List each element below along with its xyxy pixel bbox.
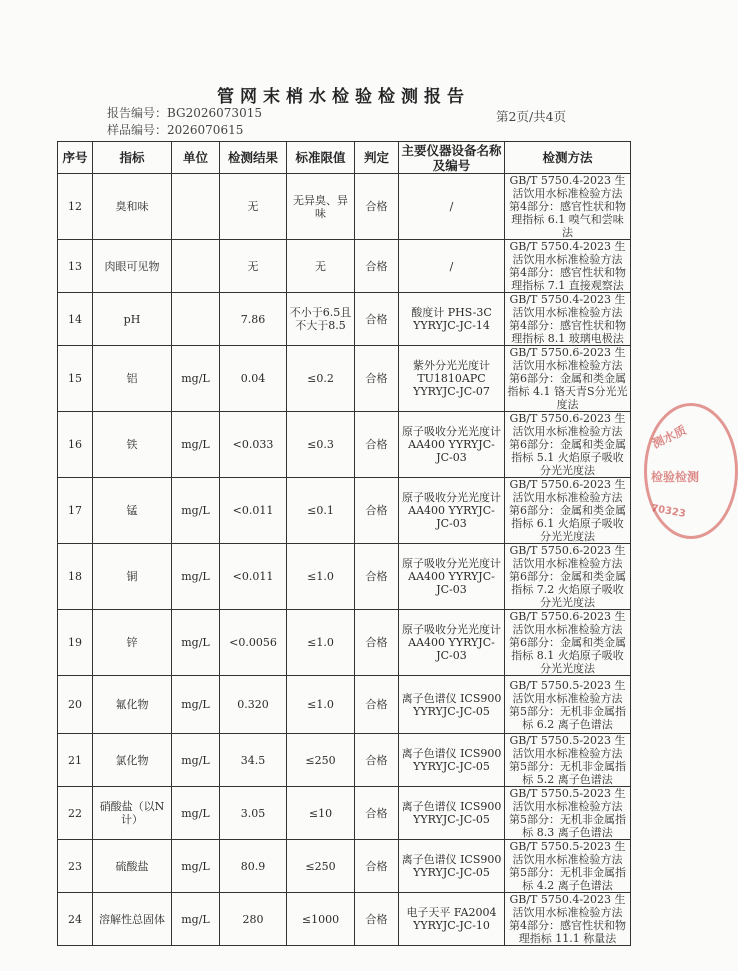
inspection-seal (644, 403, 738, 539)
seal-text-middle: 检验检测 (651, 470, 700, 484)
seal-text-bottom: 70323 (650, 503, 687, 520)
cell-judgment: 合格 (355, 840, 399, 893)
header-instrument: 主要仪器设备名称及编号 (399, 142, 505, 174)
cell-judgment: 合格 (355, 734, 399, 787)
cell-unit (172, 293, 220, 346)
cell-indicator: pH (93, 293, 172, 346)
cell-method: GB/T 5750.6-2023 生活饮用水标准检验方法 第6部分：金属和类金属指标 7.2 火焰原子吸收分光光度法 (505, 544, 631, 610)
cell-unit (172, 240, 220, 293)
cell-method: GB/T 5750.5-2023 生活饮用水标准检验方法 第5部分：无机非金属指标 5.2 离子色谱法 (505, 734, 631, 787)
cell-seq: 15 (58, 346, 93, 412)
cell-result: 280 (220, 893, 287, 946)
cell-instrument: 原子吸收分光光度计 AA400 YYRYJC-JC-03 (399, 610, 505, 676)
cell-instrument: 电子天平 FA2004 YYRYJC-JC-10 (399, 893, 505, 946)
table-row (58, 840, 631, 893)
cell-judgment: 合格 (355, 893, 399, 946)
report-title: 管网末梢水检验检测报告 (217, 87, 470, 107)
cell-result: 34.5 (220, 734, 287, 787)
header-judgment: 判定 (355, 142, 399, 174)
cell-seq: 19 (58, 610, 93, 676)
cell-method: GB/T 5750.6-2023 生活饮用水标准检验方法 第6部分：金属和类金属指标 5.1 火焰原子吸收分光光度法 (505, 412, 631, 478)
cell-indicator: 锌 (93, 610, 172, 676)
cell-judgment: 合格 (355, 544, 399, 610)
cell-limit: ≤1.0 (287, 610, 355, 676)
cell-indicator: 硝酸盐（以N计） (93, 787, 172, 840)
cell-indicator: 锰 (93, 478, 172, 544)
table-row (58, 676, 631, 734)
cell-unit: mg/L (172, 676, 220, 734)
cell-result: 3.05 (220, 787, 287, 840)
cell-judgment: 合格 (355, 293, 399, 346)
cell-instrument: 紫外分光光度计 TU1810APC YYRYJC-JC-07 (399, 346, 505, 412)
cell-seq: 18 (58, 544, 93, 610)
cell-instrument: 原子吸收分光光度计 AA400 YYRYJC-JC-03 (399, 544, 505, 610)
cell-method: GB/T 5750.6-2023 生活饮用水标准检验方法 第6部分：金属和类金属指标 6.1 火焰原子吸收分光光度法 (505, 478, 631, 544)
seal-text-top: 测水质 (649, 422, 689, 451)
cell-limit: ≤0.2 (287, 346, 355, 412)
header-seq: 序号 (58, 142, 93, 174)
cell-seq: 21 (58, 734, 93, 787)
cell-judgment: 合格 (355, 478, 399, 544)
cell-instrument: 酸度计 PHS-3C YYRYJC-JC-14 (399, 293, 505, 346)
cell-result: 7.86 (220, 293, 287, 346)
cell-judgment: 合格 (355, 676, 399, 734)
cell-seq: 12 (58, 174, 93, 240)
cell-unit: mg/L (172, 610, 220, 676)
cell-limit: ≤1000 (287, 893, 355, 946)
table-row (58, 346, 631, 412)
cell-unit: mg/L (172, 346, 220, 412)
cell-judgment: 合格 (355, 240, 399, 293)
cell-indicator: 肉眼可见物 (93, 240, 172, 293)
cell-result: 0.320 (220, 676, 287, 734)
table-row (58, 610, 631, 676)
cell-indicator: 氯化物 (93, 734, 172, 787)
cell-unit: mg/L (172, 734, 220, 787)
cell-judgment: 合格 (355, 412, 399, 478)
cell-result: 无 (220, 174, 287, 240)
header-method: 检测方法 (505, 142, 631, 174)
cell-instrument: 离子色谱仪 ICS900 YYRYJC-JC-05 (399, 787, 505, 840)
cell-result: <0.011 (220, 478, 287, 544)
cell-seq: 13 (58, 240, 93, 293)
sample-number: 样品编号：2026070615 (107, 123, 244, 137)
cell-result: 无 (220, 240, 287, 293)
cell-method: GB/T 5750.4-2023 生活饮用水标准检验方法 第4部分：感官性状和物理指标 11.1 称量法 (505, 893, 631, 946)
cell-indicator: 硫酸盐 (93, 840, 172, 893)
cell-instrument: 离子色谱仪 ICS900 YYRYJC-JC-05 (399, 840, 505, 893)
cell-method: GB/T 5750.5-2023 生活饮用水标准检验方法 第5部分：无机非金属指标 8.3 离子色谱法 (505, 787, 631, 840)
cell-indicator: 溶解性总固体 (93, 893, 172, 946)
cell-indicator: 铁 (93, 412, 172, 478)
cell-judgment: 合格 (355, 787, 399, 840)
page-info: 第2页/共4页 (496, 109, 567, 124)
results-table (57, 141, 631, 946)
cell-result: <0.0056 (220, 610, 287, 676)
cell-limit: ≤250 (287, 734, 355, 787)
cell-result: 80.9 (220, 840, 287, 893)
cell-method: GB/T 5750.4-2023 生活饮用水标准检验方法 第4部分：感官性状和物理指标 6.1 嗅气和尝味法 (505, 174, 631, 240)
table-row (58, 412, 631, 478)
cell-indicator: 铝 (93, 346, 172, 412)
cell-result: <0.011 (220, 544, 287, 610)
cell-result: <0.033 (220, 412, 287, 478)
cell-seq: 14 (58, 293, 93, 346)
cell-method: GB/T 5750.5-2023 生活饮用水标准检验方法 第5部分：无机非金属指标 6.2 离子色谱法 (505, 676, 631, 734)
cell-unit: mg/L (172, 412, 220, 478)
table-row (58, 544, 631, 610)
header-unit: 单位 (172, 142, 220, 174)
cell-judgment: 合格 (355, 610, 399, 676)
cell-method: GB/T 5750.5-2023 生活饮用水标准检验方法 第5部分：无机非金属指标 4.2 离子色谱法 (505, 840, 631, 893)
cell-unit: mg/L (172, 478, 220, 544)
cell-judgment: 合格 (355, 174, 399, 240)
cell-instrument: / (399, 174, 505, 240)
cell-limit: 无异臭、异味 (287, 174, 355, 240)
cell-method: GB/T 5750.6-2023 生活饮用水标准检验方法 第6部分：金属和类金属指标 8.1 火焰原子吸收分光光度法 (505, 610, 631, 676)
cell-result: 0.04 (220, 346, 287, 412)
cell-limit: 无 (287, 240, 355, 293)
cell-judgment: 合格 (355, 346, 399, 412)
cell-instrument: 原子吸收分光光度计 AA400 YYRYJC-JC-03 (399, 412, 505, 478)
cell-seq: 20 (58, 676, 93, 734)
cell-seq: 23 (58, 840, 93, 893)
cell-limit: ≤0.3 (287, 412, 355, 478)
cell-seq: 16 (58, 412, 93, 478)
cell-indicator: 氟化物 (93, 676, 172, 734)
cell-unit: mg/L (172, 840, 220, 893)
cell-instrument: / (399, 240, 505, 293)
header-result: 检测结果 (220, 142, 287, 174)
header-limit: 标准限值 (287, 142, 355, 174)
table-header-row (58, 142, 631, 174)
table-row (58, 240, 631, 293)
cell-seq: 24 (58, 893, 93, 946)
cell-seq: 22 (58, 787, 93, 840)
cell-instrument: 离子色谱仪 ICS900 YYRYJC-JC-05 (399, 734, 505, 787)
cell-method: GB/T 5750.4-2023 生活饮用水标准检验方法 第4部分：感官性状和物理指标 8.1 玻璃电极法 (505, 293, 631, 346)
cell-seq: 17 (58, 478, 93, 544)
cell-instrument: 离子色谱仪 ICS900 YYRYJC-JC-05 (399, 676, 505, 734)
cell-unit: mg/L (172, 544, 220, 610)
table-row (58, 174, 631, 240)
cell-method: GB/T 5750.6-2023 生活饮用水标准检验方法 第6部分：金属和类金属指标 4.1 铬天青S分光光度法 (505, 346, 631, 412)
cell-method: GB/T 5750.4-2023 生活饮用水标准检验方法 第4部分：感官性状和物理指标 7.1 直接观察法 (505, 240, 631, 293)
cell-indicator: 铜 (93, 544, 172, 610)
cell-unit (172, 174, 220, 240)
table-row (58, 787, 631, 840)
cell-limit: ≤1.0 (287, 676, 355, 734)
cell-limit: 不小于6.5且不大于8.5 (287, 293, 355, 346)
cell-limit: ≤0.1 (287, 478, 355, 544)
cell-unit: mg/L (172, 893, 220, 946)
cell-indicator: 臭和味 (93, 174, 172, 240)
table-row (58, 293, 631, 346)
table-row (58, 734, 631, 787)
table-row (58, 478, 631, 544)
cell-limit: ≤1.0 (287, 544, 355, 610)
header-indicator: 指标 (93, 142, 172, 174)
cell-limit: ≤250 (287, 840, 355, 893)
cell-unit: mg/L (172, 787, 220, 840)
cell-instrument: 原子吸收分光光度计 AA400 YYRYJC-JC-03 (399, 478, 505, 544)
cell-limit: ≤10 (287, 787, 355, 840)
table-row (58, 893, 631, 946)
report-number: 报告编号：BG2026073015 (107, 106, 262, 120)
